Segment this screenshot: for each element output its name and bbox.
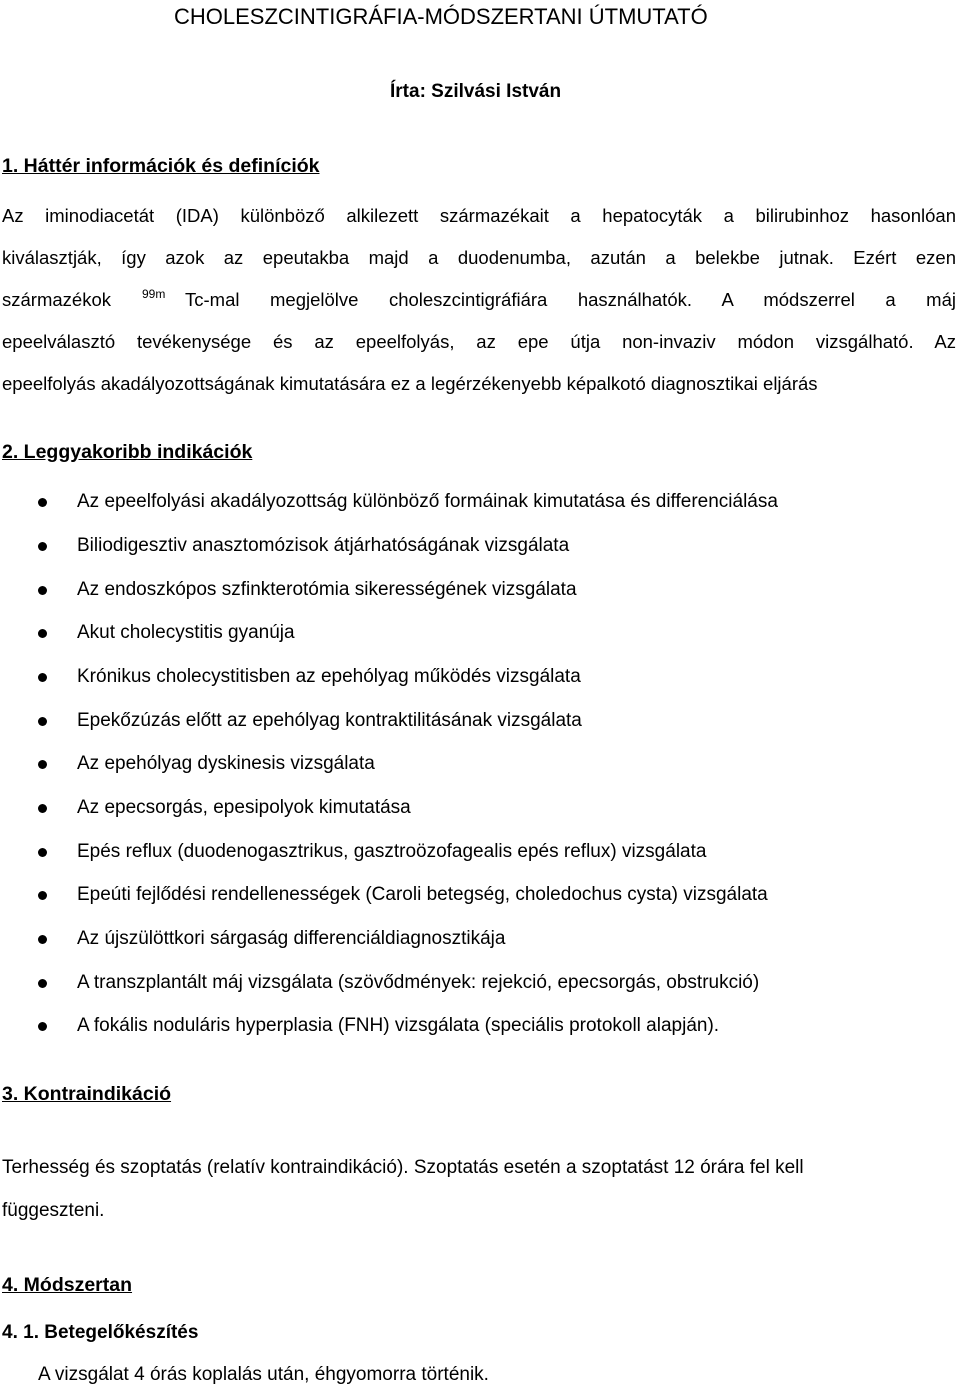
bullet-icon [38,1022,47,1031]
page-title: CHOLESZCINTIGRÁFIA-MÓDSZERTANI ÚTMUTATÓ [174,4,708,29]
section-1-line-3-post: Tc-mal megjelölve choleszcintigráfiára használhatók. A módszerrel a máj [185,289,956,310]
bullet-icon [38,804,47,813]
list-item-text: Biliodigesztiv anasztomózisok átjárhatóságának vizsgálata [77,535,570,556]
section-1-heading: 1. Háttér információk és definíciók [2,155,320,177]
bullet-icon [38,542,47,551]
list-item-text: A fokális noduláris hyperplasia (FNH) vizsgálata (speciális protokoll alapján). [77,1015,720,1036]
list-item-text: Krónikus cholecystitisben az epehólyag működés vizsgálata [77,666,581,687]
section-2-heading: 2. Leggyakoribb indikációk [2,441,253,463]
section-4-1-heading: 4. 1. Betegelőkészítés [2,1322,199,1343]
list-item-text: Epekőzúzás előtt az epehólyag kontraktilitásának vizsgálata [77,710,582,731]
list-item-text: Az epecsorgás, epesipolyok kimutatása [77,797,411,818]
list-item-text: Az újszülöttkori sárgaság differenciáldiagnosztikája [77,928,506,949]
section-1-line-3-pre: származékok [2,289,111,310]
list-item-text: Az endoszkópos szfinkterotómia sikerességének vizsgálata [77,579,577,600]
bullet-icon [38,586,47,595]
section-1-line-2: kiválasztják, így azok az epeutakba majd a duodenumba, azután a belekbe jutnak. Ezért ezen [2,247,956,268]
section-3-line-1: Terhesség és szoptatás (relatív kontraindikáció). Szoptatás esetén a szoptatást 12 órára fel kell [2,1157,804,1178]
list-item-text: A transzplantált máj vizsgálata (szövődmények: rejekció, epecsorgás, obstrukció) [77,972,760,993]
list-item-text: Akut cholecystitis gyanúja [77,622,295,643]
bullet-icon [38,629,47,638]
bullet-icon [38,673,47,682]
list-item-text: Az epehólyag dyskinesis vizsgálata [77,753,375,774]
section-4-heading: 4. Módszertan [2,1274,133,1296]
bullet-icon [38,891,47,900]
section-3-heading: 3. Kontraindikáció [2,1083,172,1105]
section-1-line-5: epeelfolyás akadályozottságának kimutatására ez a legérzékenyebb képalkotó diagnosztikai eljárás [2,373,818,394]
list-item-text: Epeúti fejlődési rendellenességek (Caroli betegség, choledochus cysta) vizsgálata [77,884,768,905]
isotope-superscript: 99m [142,287,166,301]
section-4-1-text: A vizsgálat 4 órás koplalás után, éhgyomorra történik. [38,1364,489,1385]
section-1-line-1: Az iminodiacetát (IDA) különböző alkilezett származékait a hepatocyták a bilirubinhoz hasonlóan [2,205,956,226]
bullet-icon [38,717,47,726]
bullet-icon [38,760,47,769]
author-line: Írta: Szilvási István [390,81,562,102]
bullet-icon [38,935,47,944]
section-3-line-2: függeszteni. [2,1200,105,1221]
list-item-text: Epés reflux (duodenogasztrikus, gasztroözofagealis epés reflux) vizsgálata [77,841,707,862]
section-1-line-4: epeelválasztó tevékenysége és az epeelfolyás, az epe útja non-invaziv módon vizsgálható. Az [2,331,956,352]
bullet-icon [38,848,47,857]
bullet-icon [38,979,47,988]
list-item-text: Az epeelfolyási akadályozottság különböző formáinak kimutatása és differenciálása [77,491,778,512]
bullet-icon [38,498,47,507]
